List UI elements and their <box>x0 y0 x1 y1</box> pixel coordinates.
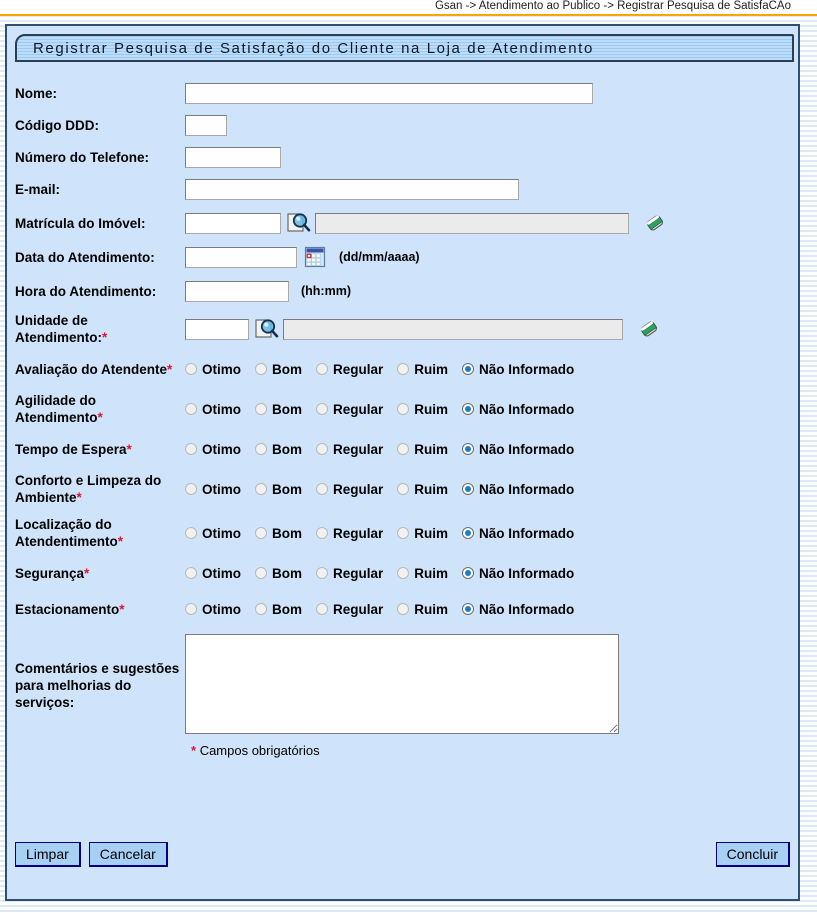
radio-tempo_espera-0[interactable] <box>185 443 197 455</box>
form-row-data-atendimento <box>15 244 794 270</box>
radio-label-agilidade_atendimento-1: Bom <box>272 401 302 417</box>
radio-option-seguranca-0[interactable] <box>185 566 241 581</box>
radio-option-localizacao-1[interactable] <box>255 526 302 541</box>
label-nome: Nome: <box>15 85 58 101</box>
nome-input[interactable] <box>185 83 593 104</box>
form-row-comentarios <box>15 634 794 734</box>
radio-estacionamento-1[interactable] <box>255 603 267 615</box>
radio-label-seguranca-4: Não Informado <box>479 565 575 581</box>
radio-label-conforto_limpeza-3: Ruim <box>414 481 449 497</box>
required-marker: * <box>117 534 124 549</box>
required-marker: * <box>97 410 103 425</box>
radio-estacionamento-0[interactable] <box>185 603 197 615</box>
form-row-matricula <box>15 210 794 236</box>
radio-option-localizacao-0[interactable] <box>185 526 241 541</box>
radio-label-seguranca-1: Bom <box>272 565 302 581</box>
unidade-input[interactable] <box>185 319 249 340</box>
radio-seguranca-2[interactable] <box>316 567 328 579</box>
radio-label-conforto_limpeza-1: Bom <box>272 481 302 497</box>
radio-group-estacionamento <box>185 602 574 617</box>
radio-avaliacao_atendente-0[interactable] <box>185 363 197 375</box>
radio-label-agilidade_atendimento-4: Não Informado <box>479 401 575 417</box>
radio-label-avaliacao_atendente-3: Ruim <box>414 361 449 377</box>
radio-option-tempo_espera-0[interactable] <box>185 442 241 457</box>
window-title-bar <box>15 34 794 62</box>
label-conforto_limpeza <box>15 472 185 506</box>
label-tempo_espera <box>15 441 185 458</box>
radio-group-avaliacao_atendente <box>185 362 574 377</box>
radio-option-conforto_limpeza-0[interactable] <box>185 482 241 497</box>
radio-group-seguranca <box>185 566 574 581</box>
radio-localizacao-4[interactable] <box>462 527 474 539</box>
radio-label-tempo_espera-0: Otimo <box>202 441 241 457</box>
radio-label-conforto_limpeza-0: Otimo <box>202 481 241 497</box>
radio-avaliacao_atendente-3[interactable] <box>397 363 409 375</box>
radio-avaliacao_atendente-4[interactable] <box>462 363 474 375</box>
form-row-unidade <box>15 312 794 346</box>
label-matricula: Matrícula do Imóvel: <box>15 215 146 231</box>
label-localizacao-text: Localização do Atendentimento <box>15 517 118 549</box>
cancelar-button[interactable]: Cancelar <box>89 842 168 867</box>
unidade-description-field <box>283 319 623 340</box>
radio-label-conforto_limpeza-4: Não Informado <box>479 481 575 497</box>
eraser-icon[interactable] <box>643 211 667 235</box>
radio-label-estacionamento-1: Bom <box>272 601 302 617</box>
form-row-hora-atendimento <box>15 278 794 304</box>
required-marker: * <box>119 601 125 617</box>
radio-tempo_espera-4[interactable] <box>462 443 474 455</box>
required-note-star: * <box>191 743 197 758</box>
eraser-icon[interactable] <box>637 317 661 341</box>
radio-option-conforto_limpeza-3[interactable] <box>397 482 448 497</box>
label-unidade-text: Unidade de Atendimento: <box>15 313 102 345</box>
radio-option-avaliacao_atendente-3[interactable] <box>397 362 448 377</box>
radio-label-tempo_espera-2: Regular <box>333 441 384 457</box>
label-seguranca <box>15 565 185 582</box>
radio-option-agilidade_atendimento-2[interactable] <box>316 402 383 417</box>
radio-localizacao-3[interactable] <box>397 527 409 539</box>
radio-agilidade_atendimento-1[interactable] <box>255 403 267 415</box>
radio-label-agilidade_atendimento-0: Otimo <box>202 401 241 417</box>
hora-format-hint: (hh:mm) <box>301 284 351 298</box>
radio-option-seguranca-4[interactable] <box>462 566 574 581</box>
page-title: Registrar Pesquisa de Satisfação do Cliente na Loja de Atendimento <box>33 39 594 57</box>
radio-option-avaliacao_atendente-2[interactable] <box>316 362 383 377</box>
form-row-nome <box>15 80 794 106</box>
radio-group-agilidade_atendimento <box>185 402 574 417</box>
telefone-input[interactable] <box>185 147 281 168</box>
radio-option-avaliacao_atendente-1[interactable] <box>255 362 302 377</box>
radio-estacionamento-2[interactable] <box>316 603 328 615</box>
radio-label-localizacao-1: Bom <box>272 525 302 541</box>
label-email: E-mail: <box>15 181 61 197</box>
label-ddd: Código DDD: <box>15 117 99 133</box>
radio-label-seguranca-3: Ruim <box>414 565 449 581</box>
radio-option-seguranca-3[interactable] <box>397 566 448 581</box>
radio-label-localizacao-4: Não Informado <box>479 525 575 541</box>
limpar-button[interactable]: Limpar <box>15 842 81 867</box>
radio-option-estacionamento-0[interactable] <box>185 602 241 617</box>
radio-label-agilidade_atendimento-2: Regular <box>333 401 384 417</box>
rating-row-conforto_limpeza <box>15 472 794 506</box>
label-unidade <box>15 312 185 346</box>
label-conforto_limpeza-text: Conforto e Limpeza do Ambiente <box>15 473 162 505</box>
radio-conforto_limpeza-0[interactable] <box>185 483 197 495</box>
label-agilidade_atendimento-text: Agilidade do Atendimento <box>15 393 98 425</box>
radio-label-localizacao-3: Ruim <box>414 525 449 541</box>
required-marker: * <box>102 330 108 345</box>
radio-option-estacionamento-3[interactable] <box>397 602 448 617</box>
radio-group-conforto_limpeza <box>185 482 574 497</box>
required-marker: * <box>126 441 132 457</box>
radio-option-estacionamento-2[interactable] <box>316 602 383 617</box>
radio-option-estacionamento-4[interactable] <box>462 602 574 617</box>
radio-conforto_limpeza-2[interactable] <box>316 483 328 495</box>
label-localizacao <box>15 516 185 550</box>
radio-label-avaliacao_atendente-1: Bom <box>272 361 302 377</box>
label-agilidade_atendimento <box>15 392 185 426</box>
radio-agilidade_atendimento-4[interactable] <box>462 403 474 415</box>
radio-option-seguranca-2[interactable] <box>316 566 383 581</box>
form-row-ddd <box>15 112 794 138</box>
radio-localizacao-2[interactable] <box>316 527 328 539</box>
radio-tempo_espera-3[interactable] <box>397 443 409 455</box>
radio-label-estacionamento-0: Otimo <box>202 601 241 617</box>
radio-tempo_espera-2[interactable] <box>316 443 328 455</box>
radio-seguranca-1[interactable] <box>255 567 267 579</box>
radio-label-estacionamento-4: Não Informado <box>479 601 575 617</box>
form-button-bar <box>15 842 790 867</box>
rating-row-estacionamento <box>15 596 794 622</box>
radio-option-avaliacao_atendente-4[interactable] <box>462 362 574 377</box>
radio-estacionamento-4[interactable] <box>462 603 474 615</box>
radio-localizacao-0[interactable] <box>185 527 197 539</box>
search-document-icon[interactable] <box>253 316 279 342</box>
breadcrumb-bar <box>0 0 817 16</box>
required-marker: * <box>84 565 90 581</box>
form-row-telefone <box>15 144 794 170</box>
radio-label-agilidade_atendimento-3: Ruim <box>414 401 449 417</box>
radio-option-localizacao-2[interactable] <box>316 526 383 541</box>
radio-tempo_espera-1[interactable] <box>255 443 267 455</box>
label-seguranca-text: Segurança <box>15 565 85 581</box>
rating-row-agilidade_atendimento <box>15 392 794 426</box>
label-telefone: Número do Telefone: <box>15 149 150 165</box>
radio-option-agilidade_atendimento-0[interactable] <box>185 402 241 417</box>
matricula-description-field <box>315 213 629 234</box>
required-note-text: Campos obrigatórios <box>199 743 320 758</box>
ratings-section <box>15 356 794 622</box>
calendar-icon[interactable] <box>303 245 327 269</box>
radio-label-localizacao-2: Regular <box>333 525 384 541</box>
radio-option-agilidade_atendimento-1[interactable] <box>255 402 302 417</box>
label-estacionamento <box>15 601 185 618</box>
label-avaliacao_atendente <box>15 361 185 378</box>
radio-label-avaliacao_atendente-4: Não Informado <box>479 361 575 377</box>
data-format-hint: (dd/mm/aaaa) <box>339 250 420 264</box>
radio-option-agilidade_atendimento-4[interactable] <box>462 402 574 417</box>
required-marker: * <box>167 361 173 377</box>
data-atendimento-input[interactable] <box>185 247 297 268</box>
radio-localizacao-1[interactable] <box>255 527 267 539</box>
label-estacionamento-text: Estacionamento <box>15 601 120 617</box>
rating-row-avaliacao_atendente <box>15 356 794 382</box>
radio-conforto_limpeza-3[interactable] <box>397 483 409 495</box>
radio-option-tempo_espera-3[interactable] <box>397 442 448 457</box>
radio-option-conforto_limpeza-1[interactable] <box>255 482 302 497</box>
radio-group-tempo_espera <box>185 442 574 457</box>
radio-seguranca-0[interactable] <box>185 567 197 579</box>
label-hora-atendimento: Hora do Atendimento: <box>15 283 157 299</box>
radio-option-localizacao-3[interactable] <box>397 526 448 541</box>
radio-seguranca-3[interactable] <box>397 567 409 579</box>
radio-conforto_limpeza-1[interactable] <box>255 483 267 495</box>
radio-agilidade_atendimento-2[interactable] <box>316 403 328 415</box>
radio-label-tempo_espera-1: Bom <box>272 441 302 457</box>
radio-label-tempo_espera-3: Ruim <box>414 441 449 457</box>
label-avaliacao_atendente-text: Avaliação do Atendente <box>15 361 168 377</box>
label-data-atendimento: Data do Atendimento: <box>15 249 155 265</box>
matricula-input[interactable] <box>185 213 281 234</box>
radio-option-conforto_limpeza-2[interactable] <box>316 482 383 497</box>
required-marker: * <box>76 490 82 505</box>
rating-row-tempo_espera <box>15 436 794 462</box>
radio-agilidade_atendimento-3[interactable] <box>397 403 409 415</box>
radio-label-seguranca-0: Otimo <box>202 565 241 581</box>
radio-group-localizacao <box>185 526 574 541</box>
radio-avaliacao_atendente-1[interactable] <box>255 363 267 375</box>
rating-row-seguranca <box>15 560 794 586</box>
radio-avaliacao_atendente-2[interactable] <box>316 363 328 375</box>
radio-option-tempo_espera-1[interactable] <box>255 442 302 457</box>
concluir-button[interactable]: Concluir <box>716 842 790 867</box>
hora-atendimento-input[interactable] <box>185 281 289 302</box>
radio-label-estacionamento-2: Regular <box>333 601 384 617</box>
radio-estacionamento-3[interactable] <box>397 603 409 615</box>
survey-form <box>15 78 794 758</box>
ddd-input[interactable] <box>185 115 227 136</box>
form-row-email <box>15 176 794 202</box>
radio-label-avaliacao_atendente-0: Otimo <box>202 361 241 377</box>
radio-option-avaliacao_atendente-0[interactable] <box>185 362 241 377</box>
radio-option-estacionamento-1[interactable] <box>255 602 302 617</box>
radio-label-localizacao-0: Otimo <box>202 525 241 541</box>
radio-label-tempo_espera-4: Não Informado <box>479 441 575 457</box>
email-input[interactable] <box>185 179 519 200</box>
rating-row-localizacao <box>15 516 794 550</box>
radio-option-conforto_limpeza-4[interactable] <box>462 482 574 497</box>
radio-option-tempo_espera-2[interactable] <box>316 442 383 457</box>
search-document-icon[interactable] <box>285 210 311 236</box>
required-fields-note <box>191 743 794 758</box>
application-frame <box>5 24 800 901</box>
radio-label-avaliacao_atendente-2: Regular <box>333 361 384 377</box>
radio-label-conforto_limpeza-2: Regular <box>333 481 384 497</box>
radio-label-estacionamento-3: Ruim <box>414 601 449 617</box>
comentarios-textarea[interactable] <box>185 634 619 734</box>
radio-seguranca-4[interactable] <box>462 567 474 579</box>
radio-option-tempo_espera-4[interactable] <box>462 442 574 457</box>
radio-label-seguranca-2: Regular <box>333 565 384 581</box>
radio-option-seguranca-1[interactable] <box>255 566 302 581</box>
label-comentarios: Comentários e sugestões para melhorias do serviços: <box>15 661 180 710</box>
radio-option-agilidade_atendimento-3[interactable] <box>397 402 448 417</box>
radio-option-localizacao-4[interactable] <box>462 526 574 541</box>
breadcrumb: Gsan -> Atendimento ao Publico -> Registrar Pesquisa de SatisfaCAo <box>434 0 791 12</box>
radio-agilidade_atendimento-0[interactable] <box>185 403 197 415</box>
label-tempo_espera-text: Tempo de Espera <box>15 441 127 457</box>
radio-conforto_limpeza-4[interactable] <box>462 483 474 495</box>
